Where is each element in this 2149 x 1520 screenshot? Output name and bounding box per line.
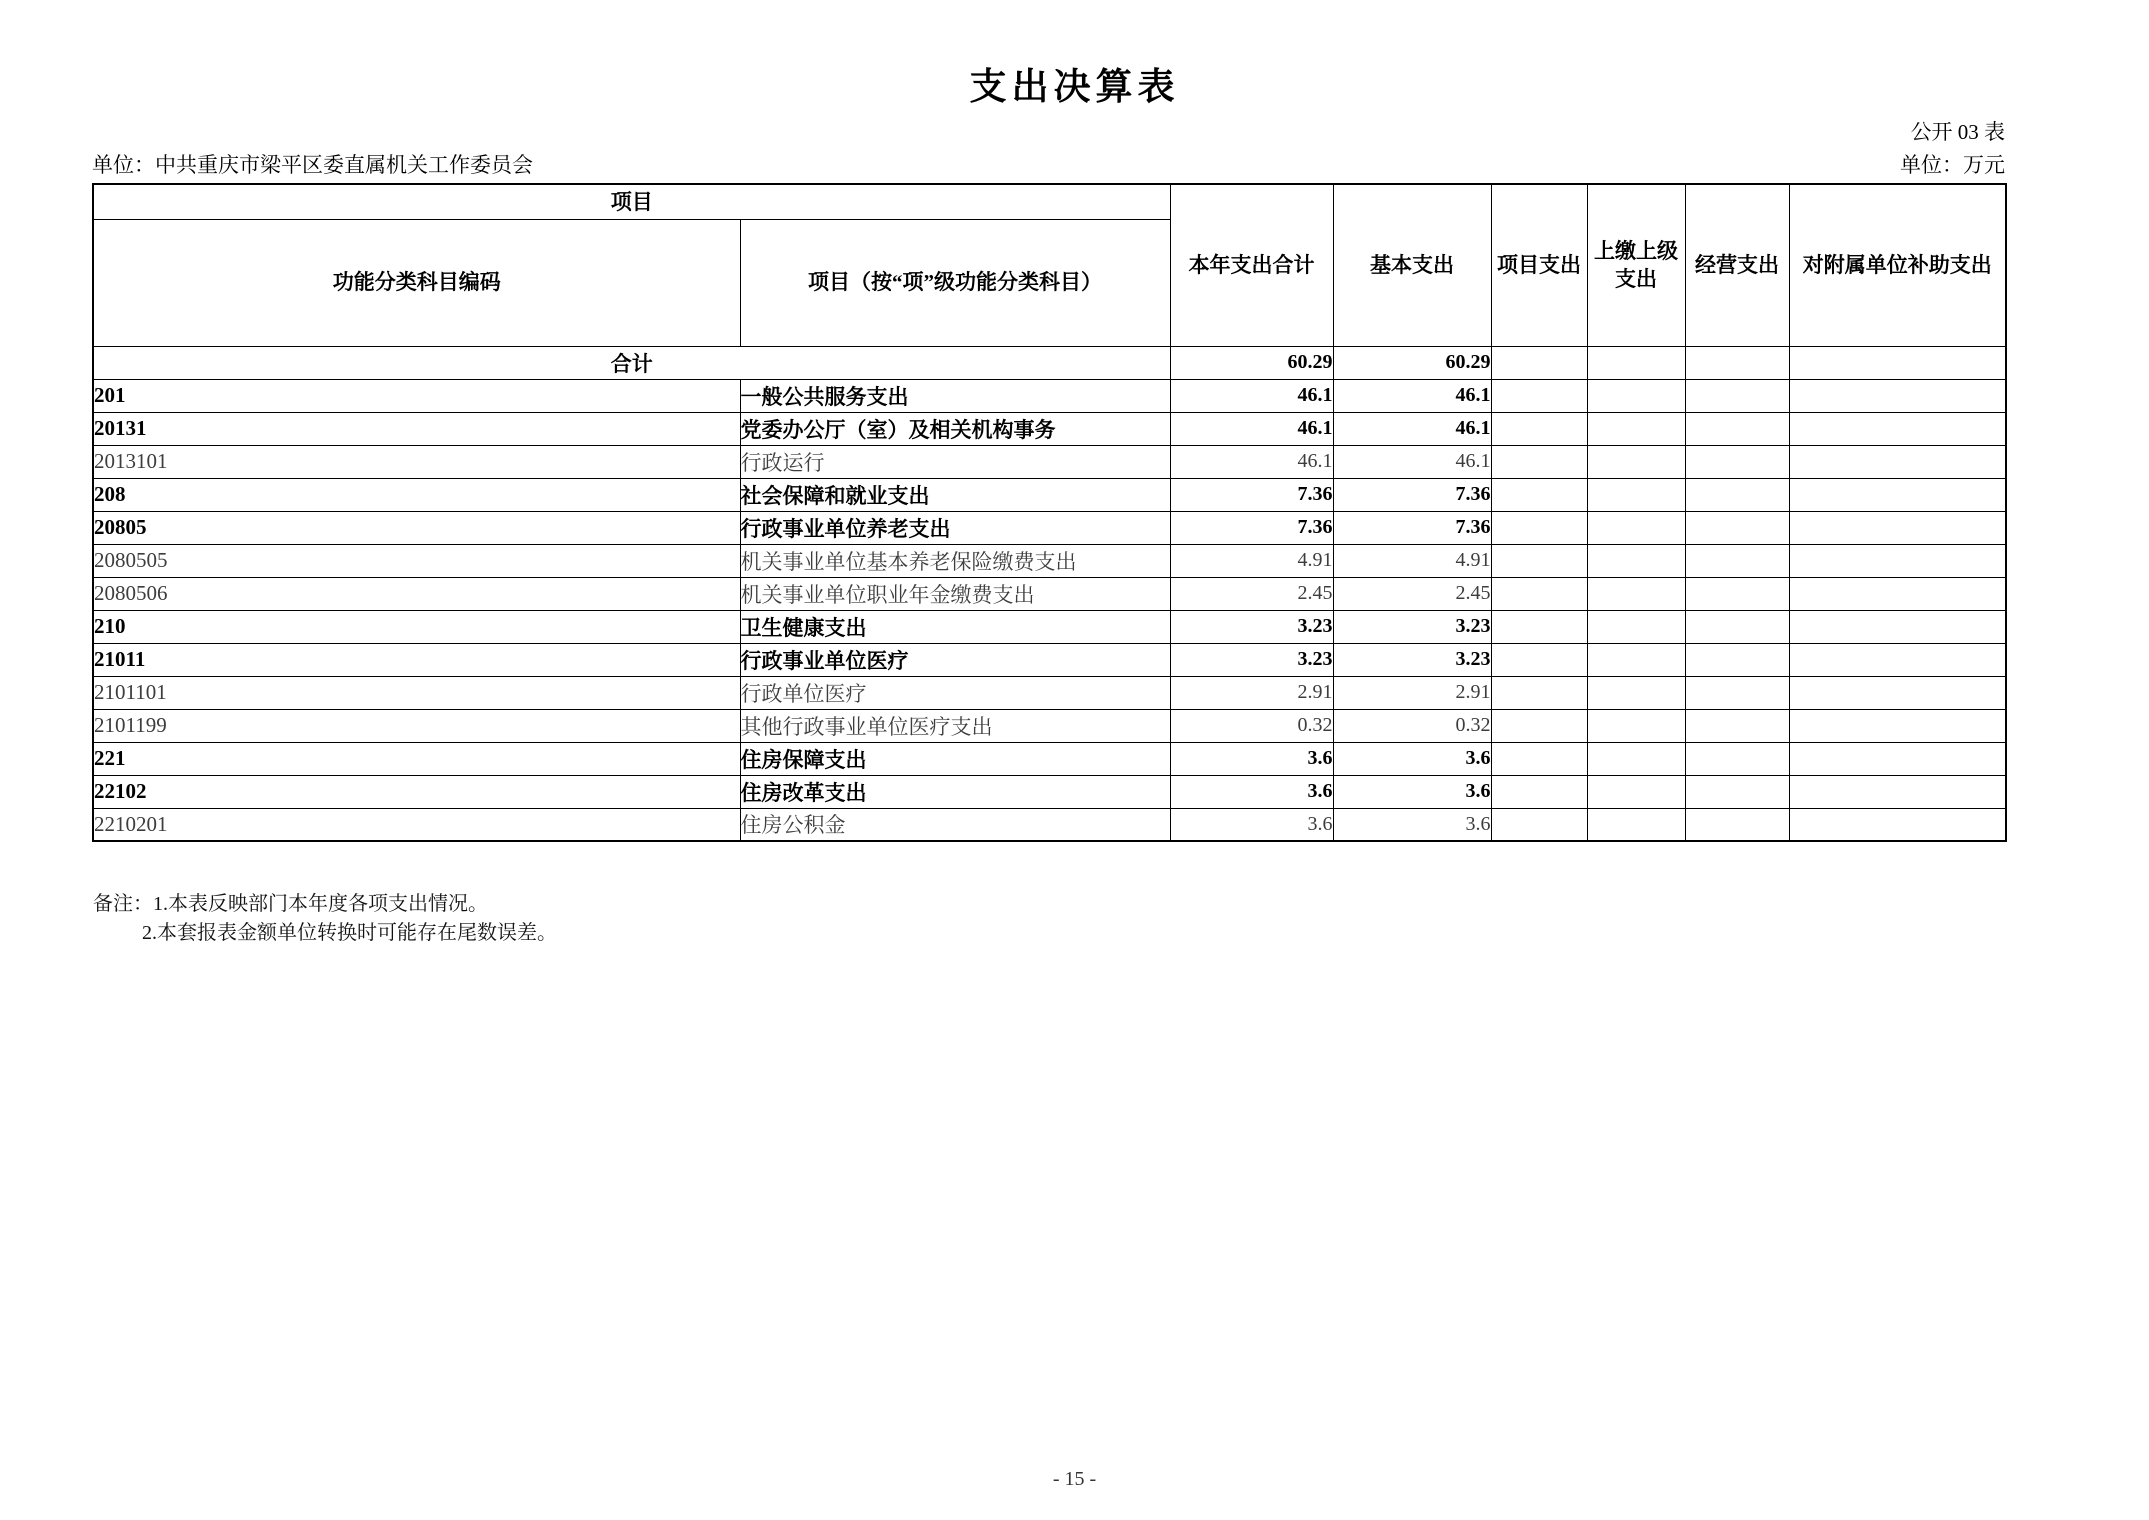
cell-basic: 2.91 <box>1333 676 1491 709</box>
cell-basic: 46.1 <box>1333 379 1491 412</box>
cell-upper <box>1587 346 1685 379</box>
cell-operating <box>1685 346 1789 379</box>
cell-code: 221 <box>93 742 740 775</box>
cell-total: 4.91 <box>1170 544 1333 577</box>
cell-total: 60.29 <box>1170 346 1333 379</box>
cell-name: 卫生健康支出 <box>740 610 1170 643</box>
header-col-basic: 基本支出 <box>1333 184 1491 346</box>
cell-total: 46.1 <box>1170 379 1333 412</box>
cell-basic: 2.45 <box>1333 577 1491 610</box>
footnotes <box>93 890 557 948</box>
header-col-project: 项目支出 <box>1491 184 1587 346</box>
cell-name: 行政单位医疗 <box>740 676 1170 709</box>
cell-code: 208 <box>93 478 740 511</box>
table-row <box>93 544 2006 577</box>
cell-basic: 0.32 <box>1333 709 1491 742</box>
cell-code: 201 <box>93 379 740 412</box>
cell-project <box>1491 346 1587 379</box>
page-number: - 15 - <box>1052 1468 1097 1490</box>
cell-basic: 3.23 <box>1333 610 1491 643</box>
cell-total: 3.23 <box>1170 610 1333 643</box>
table-row <box>93 676 2006 709</box>
header-col-name: 项目（按“项”级功能分类科目） <box>740 219 1170 346</box>
cell-total: 46.1 <box>1170 445 1333 478</box>
table-body <box>93 346 2006 841</box>
cell-total: 3.6 <box>1170 742 1333 775</box>
header-col-subsidy: 对附属单位补助支出 <box>1789 184 2006 346</box>
meta-row <box>92 149 2005 179</box>
table-row-total <box>93 346 2006 379</box>
cell-basic: 3.6 <box>1333 808 1491 841</box>
cell-total: 3.6 <box>1170 808 1333 841</box>
currency-unit-label: 单位：万元 <box>1900 153 2005 177</box>
table-row <box>93 577 2006 610</box>
cell-total: 7.36 <box>1170 511 1333 544</box>
cell-name: 其他行政事业单位医疗支出 <box>740 709 1170 742</box>
header-col-operating: 经营支出 <box>1685 184 1789 346</box>
table-row <box>93 511 2006 544</box>
cell-name: 行政运行 <box>740 445 1170 478</box>
expenditure-table <box>92 183 2007 842</box>
cell-code: 20131 <box>93 412 740 445</box>
table-row <box>93 412 2006 445</box>
cell-basic: 7.36 <box>1333 478 1491 511</box>
cell-code: 20805 <box>93 511 740 544</box>
cell-subsidy <box>1789 346 2006 379</box>
table-row <box>93 709 2006 742</box>
header-project-group: 项目 <box>93 184 1170 219</box>
cell-name: 机关事业单位职业年金缴费支出 <box>740 577 1170 610</box>
cell-code: 22102 <box>93 775 740 808</box>
table-row <box>93 610 2006 643</box>
cell-name: 住房改革支出 <box>740 775 1170 808</box>
table-row <box>93 775 2006 808</box>
cell-total: 3.23 <box>1170 643 1333 676</box>
cell-total: 2.45 <box>1170 577 1333 610</box>
cell-basic: 46.1 <box>1333 445 1491 478</box>
cell-total: 46.1 <box>1170 412 1333 445</box>
cell-name: 党委办公厅（室）及相关机构事务 <box>740 412 1170 445</box>
cell-code: 2013101 <box>93 445 740 478</box>
header-col-upper: 上缴上级支出 <box>1587 184 1685 346</box>
cell-basic: 46.1 <box>1333 412 1491 445</box>
cell-name: 住房保障支出 <box>740 742 1170 775</box>
cell-basic: 3.23 <box>1333 643 1491 676</box>
table-header <box>93 184 2006 346</box>
table-code-label: 公开 03 表 <box>1910 120 2005 144</box>
cell-code: 2210201 <box>93 808 740 841</box>
table-row <box>93 478 2006 511</box>
footnote-2: 2.本套报表金额单位转换时可能存在尾数误差。 <box>142 922 557 944</box>
cell-basic: 4.91 <box>1333 544 1491 577</box>
cell-name: 一般公共服务支出 <box>740 379 1170 412</box>
cell-name: 行政事业单位医疗 <box>740 643 1170 676</box>
table-row <box>93 808 2006 841</box>
cell-total: 0.32 <box>1170 709 1333 742</box>
total-label: 合计 <box>93 346 1170 379</box>
cell-code: 21011 <box>93 643 740 676</box>
cell-basic: 3.6 <box>1333 775 1491 808</box>
cell-total: 2.91 <box>1170 676 1333 709</box>
cell-total: 7.36 <box>1170 478 1333 511</box>
cell-code: 2101199 <box>93 709 740 742</box>
org-unit-label: 单位：中共重庆市梁平区委直属机关工作委员会 <box>92 153 533 177</box>
page-title: 支出决算表 <box>969 66 1180 107</box>
table-row <box>93 445 2006 478</box>
cell-total: 3.6 <box>1170 775 1333 808</box>
header-col-total: 本年支出合计 <box>1170 184 1333 346</box>
cell-name: 机关事业单位基本养老保险缴费支出 <box>740 544 1170 577</box>
header-col-code: 功能分类科目编码 <box>93 219 740 346</box>
cell-code: 2080505 <box>93 544 740 577</box>
cell-name: 行政事业单位养老支出 <box>740 511 1170 544</box>
table-row <box>93 643 2006 676</box>
footnote-1: 备注：1.本表反映部门本年度各项支出情况。 <box>93 893 488 915</box>
table-row <box>93 379 2006 412</box>
cell-basic: 60.29 <box>1333 346 1491 379</box>
table-row <box>93 742 2006 775</box>
cell-code: 210 <box>93 610 740 643</box>
cell-basic: 7.36 <box>1333 511 1491 544</box>
cell-name: 住房公积金 <box>740 808 1170 841</box>
cell-code: 2080506 <box>93 577 740 610</box>
cell-name: 社会保障和就业支出 <box>740 478 1170 511</box>
cell-code: 2101101 <box>93 676 740 709</box>
cell-basic: 3.6 <box>1333 742 1491 775</box>
